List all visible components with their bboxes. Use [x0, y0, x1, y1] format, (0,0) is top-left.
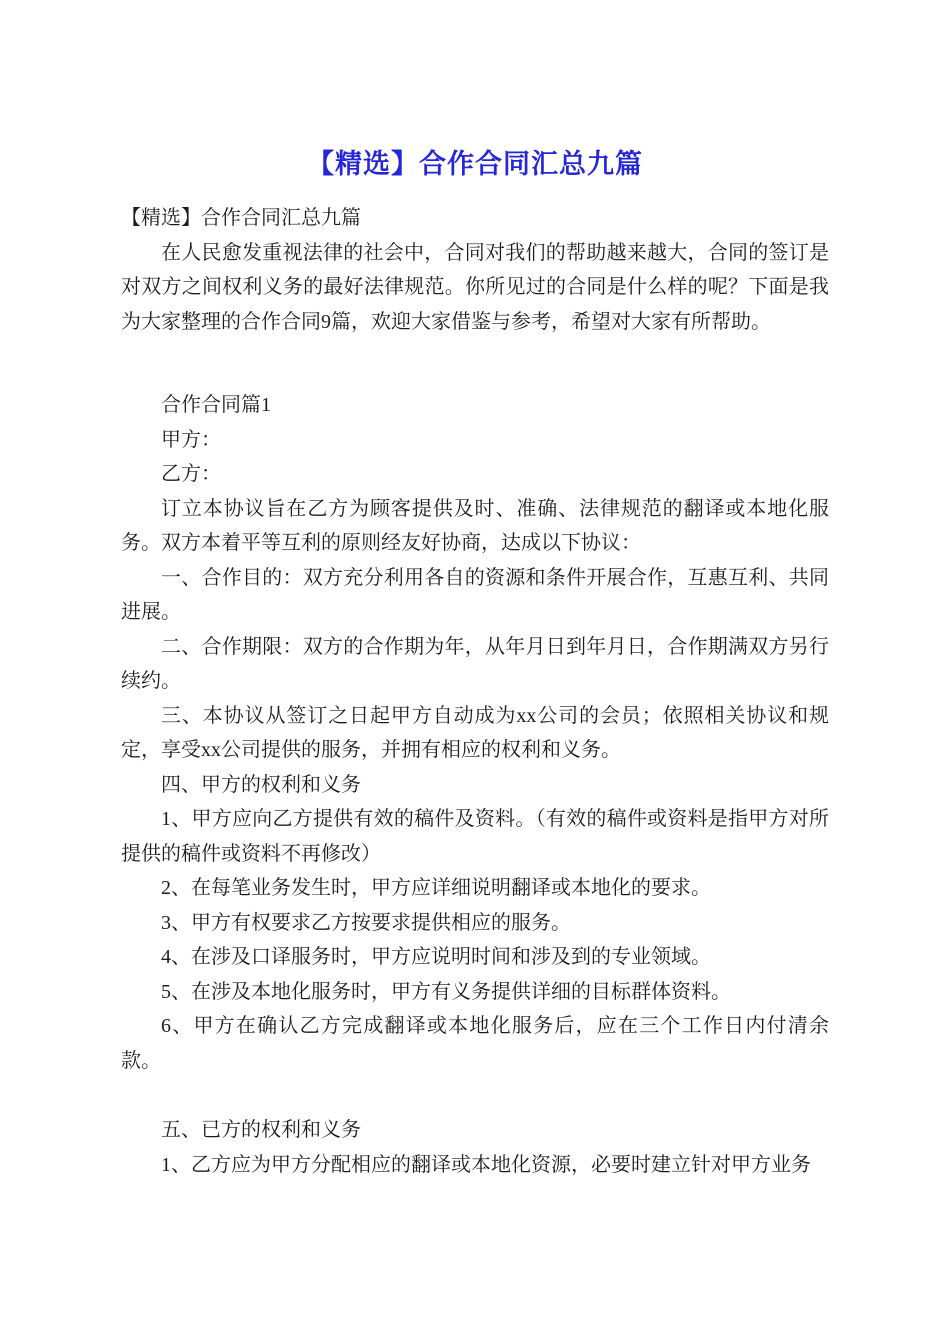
paragraph-item-3: 3、甲方有权要求乙方按要求提供相应的服务。 [161, 911, 571, 934]
paragraph-clause-4: 四、甲方的权利和义务 [161, 773, 361, 796]
paragraph-item-1: 1、甲方应向乙方提供有效的稿件及资料。（有效的稿件或资料是指甲方对所提供的稿件或资料不再修改） [121, 808, 829, 865]
paragraph-item-6: 6、甲方在确认乙方完成翻译或本地化服务后，应在三个工作日内付清余款。 [121, 1015, 829, 1072]
paragraph-item-5: 5、在涉及本地化服务时，甲方有义务提供详细的目标群体资料。 [161, 980, 731, 1003]
blank-line [121, 339, 829, 388]
paragraph-clause-1: 一、合作目的：双方充分利用各自的资源和条件开展合作，互惠互利、共同进展。 [121, 566, 829, 623]
paragraph-item-4: 4、在涉及口译服务时，甲方应说明时间和涉及到的专业领域。 [161, 946, 711, 968]
document-title: 【精选】合作合同汇总九篇 [307, 149, 643, 179]
paragraph-item-2: 2、在每笔业务发生时，甲方应详细说明翻译或本地化的要求。 [161, 877, 711, 899]
blank-line [121, 1078, 829, 1113]
paragraph-heading-repeat: 【精选】合作合同汇总九篇 [121, 207, 361, 229]
paragraph-clause-3: 三、本协议从签订之日起甲方自动成为xx公司的会员；依照相关协议和规定，享受xx公司提供的服务，并拥有相应的权利和义务。 [121, 704, 829, 761]
paragraph-item-b1: 1、乙方应为甲方分配相应的翻译或本地化资源，必要时建立针对甲方业务 [161, 1153, 811, 1176]
paragraph-preamble: 订立本协议旨在乙方为顾客提供及时、准确、法律规范的翻译或本地化服务。双方本着平等互利的原则经友好协商，达成以下协议： [121, 497, 829, 554]
paragraph-intro: 在人民愈发重视法律的社会中，合同对我们的帮助越来越大，合同的签订是对双方之间权利义务的最好法律规范。你所见过的合同是什么样的呢？下面是我为大家整理的合作合同9篇，欢迎大家借鉴与参考，希望对大家有所帮助。 [121, 241, 829, 333]
paragraph-party-b: 乙方： [161, 463, 221, 485]
paragraph-section-title: 合作合同篇1 [161, 394, 271, 416]
paragraph-clause-2: 二、合作期限：双方的合作期为年，从年月日到年月日，合作期满双方另行续约。 [121, 635, 829, 692]
paragraph-clause-5: 五、已方的权利和义务 [161, 1119, 361, 1141]
paragraph-party-a: 甲方： [161, 428, 221, 451]
